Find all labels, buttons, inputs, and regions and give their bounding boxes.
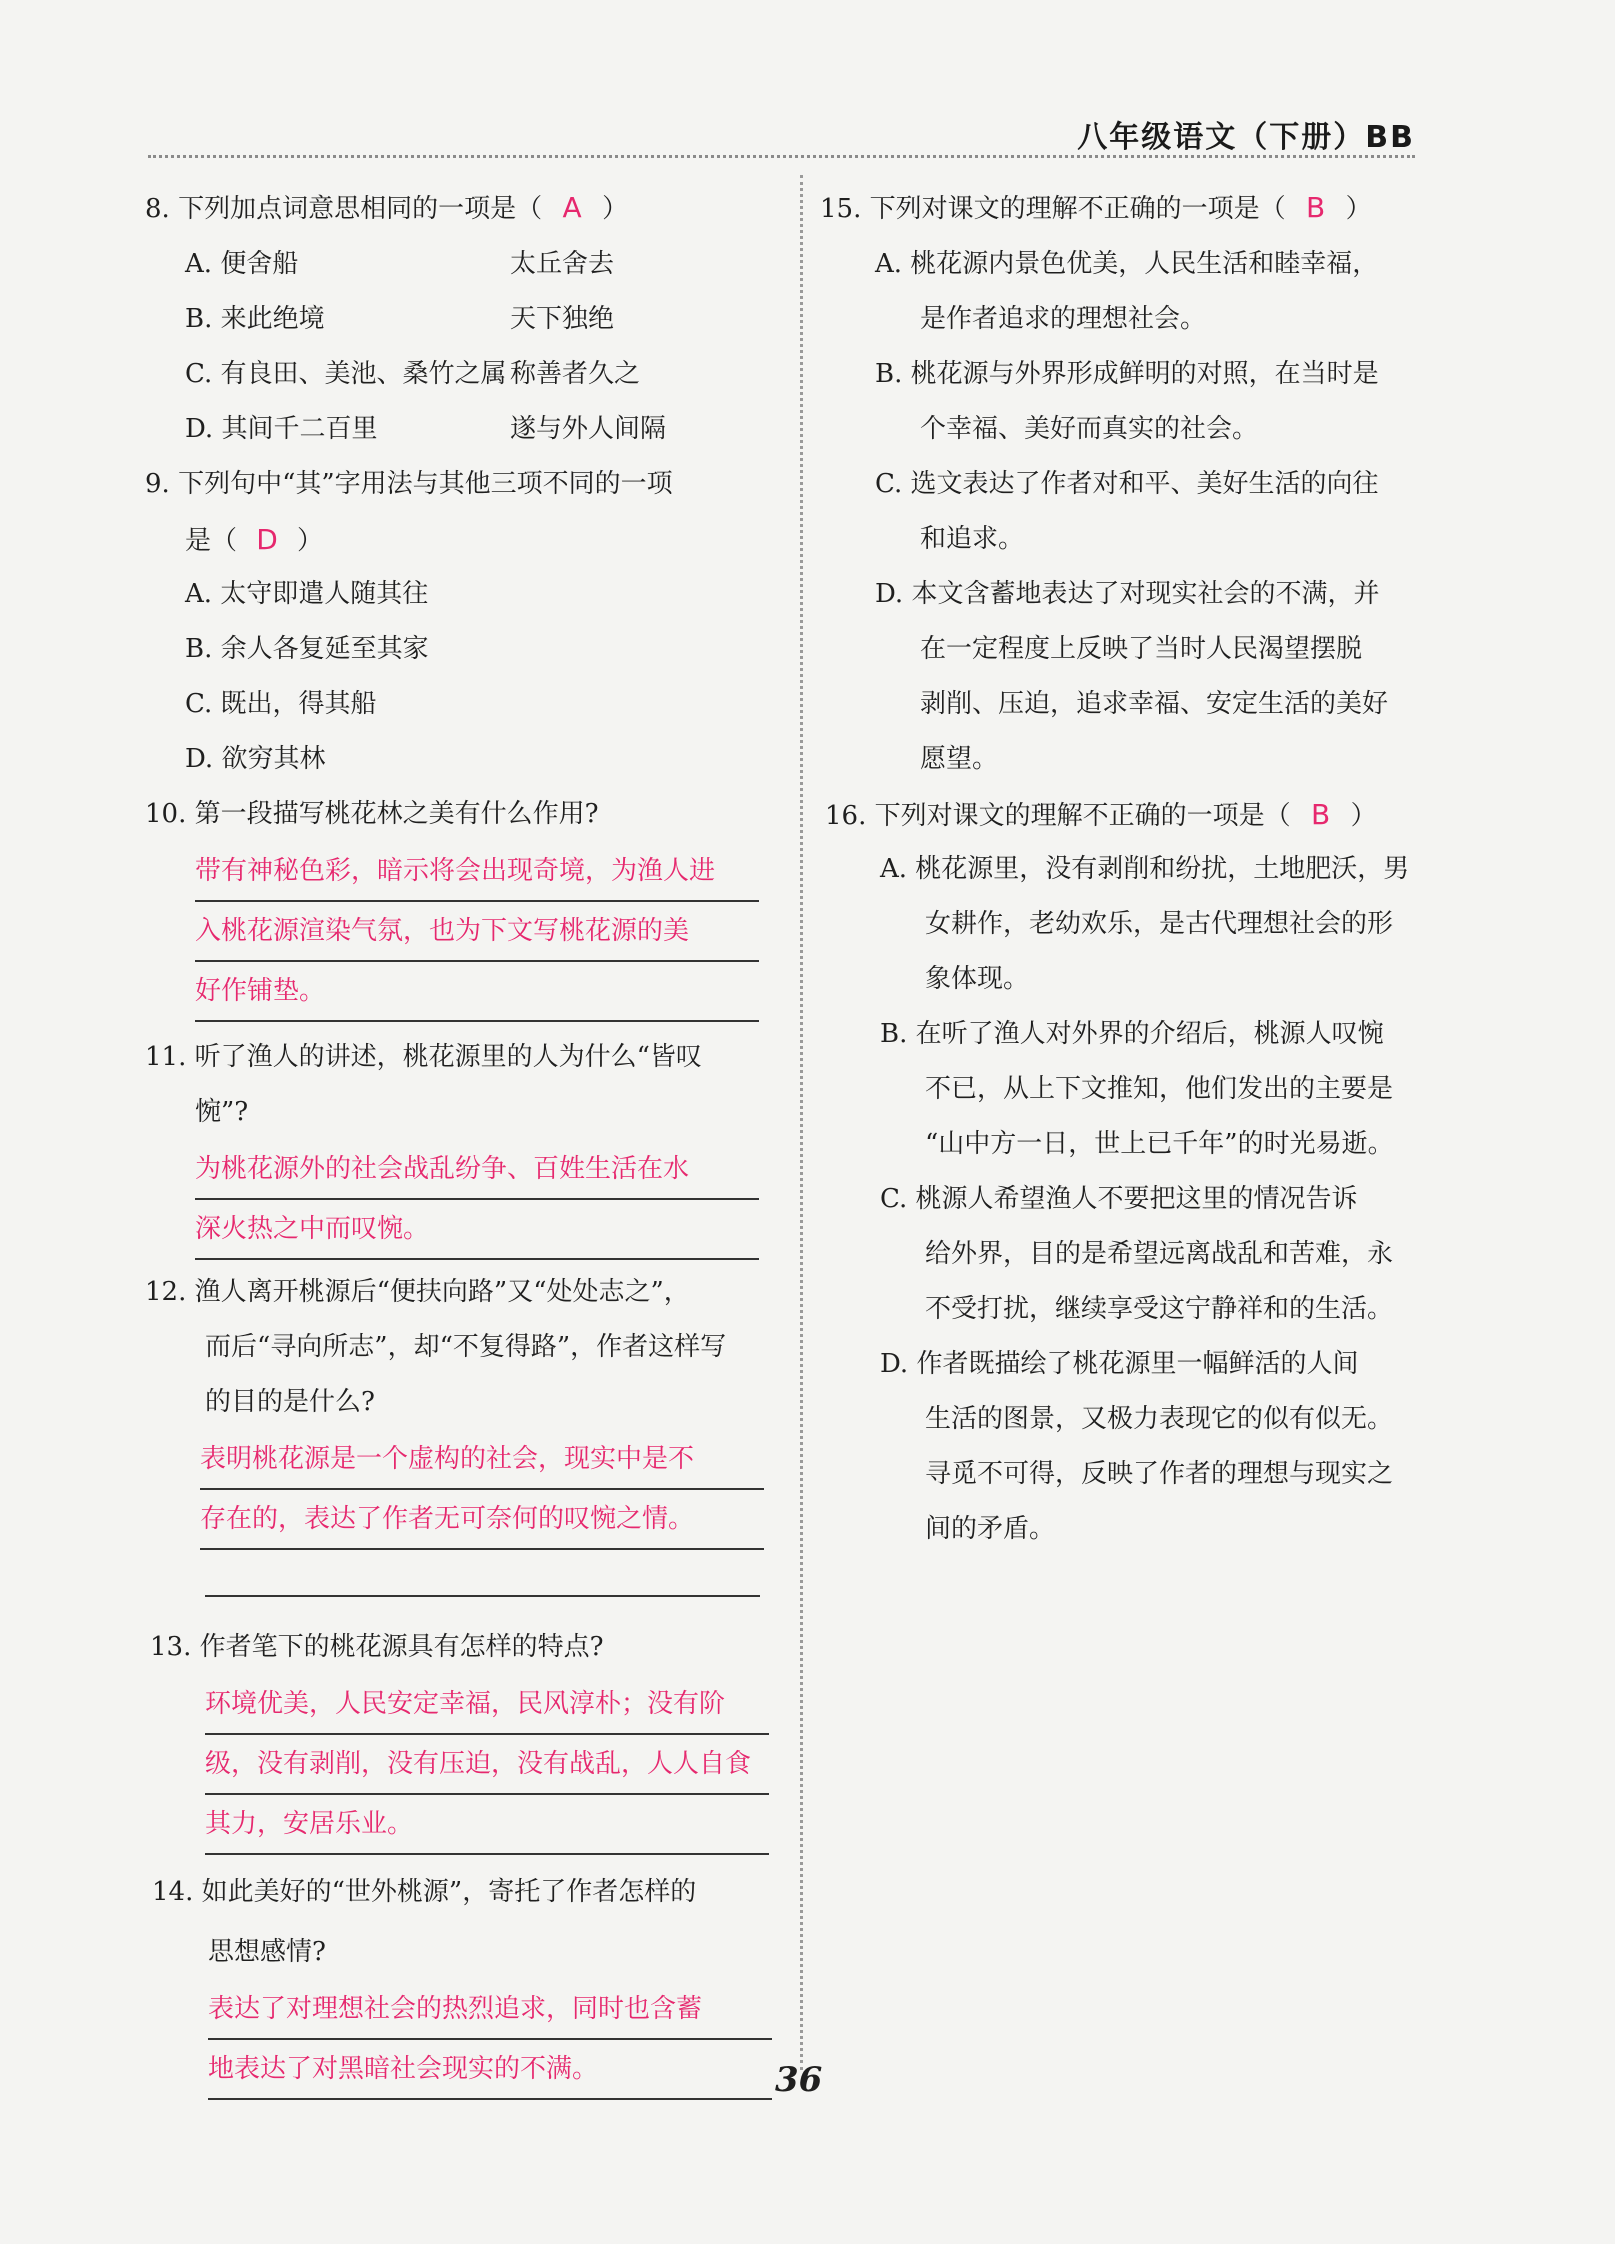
option-line: A. 桃花源里，没有剥削和纷扰，土地肥沃，男: [880, 854, 1410, 884]
answer-mark: B: [1311, 798, 1331, 831]
option-line: 女耕作，老幼欢乐，是古代理想社会的形: [925, 909, 1394, 939]
blank-answer-line: [205, 1595, 760, 1597]
close-paren: ）: [602, 194, 629, 224]
option-row: [185, 292, 615, 347]
question-text: 15. 下列对课文的理解不正确的一项是（: [820, 194, 1286, 224]
option-line: 给外界，目的是希望远离战乱和苦难，永: [925, 1239, 1394, 1269]
option-row: A. 太守即遣人随其往: [185, 579, 429, 609]
option-line: “山中方一日，世上已千年”的时光易逝。: [925, 1129, 1394, 1159]
column-divider: [800, 175, 803, 2070]
page-number: 36: [775, 2060, 823, 2100]
option-label: B.: [185, 304, 213, 334]
close-paren: ）: [1345, 194, 1372, 224]
answer-mark: B: [1306, 191, 1326, 224]
question-12-stem: 12. 渔人离开桃源后“便扶向路”又“处处志之”，: [145, 1277, 690, 1307]
option-line: 个幸福、美好而真实的社会。: [920, 414, 1259, 444]
option-d: [875, 567, 1388, 787]
option-phrase-compare: 称善者久之: [510, 359, 641, 389]
question-text: 8. 下列加点词意思相同的一项是（: [145, 194, 543, 224]
option-line: 是作者追求的理想社会。: [920, 304, 1207, 334]
option-phrase-compare: 遂与外人间隔: [510, 414, 667, 444]
option-phrase: 来此绝境: [220, 304, 325, 334]
option-line: 不已，从上下文推知，他们发出的主要是: [925, 1074, 1394, 1104]
answer-line: 表明桃花源是一个虚构的社会，现实中是不: [200, 1430, 764, 1490]
question-16-stem: [825, 787, 1377, 844]
option-line: 愿望。: [920, 744, 999, 774]
question-13-stem: 13. 作者笔下的桃花源具有怎样的特点?: [150, 1632, 604, 1662]
question-14-stem: 14. 如此美好的“世外桃源”，寄托了作者怎样的: [152, 1877, 697, 1907]
option-line: 象体现。: [925, 964, 1030, 994]
question-10-stem: 10. 第一段描写桃花林之美有什么作用?: [145, 799, 599, 829]
option-line: D. 作者既描绘了桃花源里一幅鲜活的人间: [880, 1349, 1359, 1379]
option-row: C. 既出，得其船: [185, 689, 377, 719]
answer-line: 其力，安居乐业。: [205, 1795, 769, 1855]
close-paren: ）: [297, 526, 324, 556]
option-line: 和追求。: [920, 524, 1025, 554]
answer-line: 存在的，表达了作者无可奈何的叹惋之情。: [200, 1490, 764, 1550]
option-label: D.: [185, 414, 214, 444]
answer-line: 地表达了对黑暗社会现实的不满。: [208, 2040, 772, 2100]
question-11-stem: 11. 听了渔人的讲述，桃花源里的人为什么“皆叹: [145, 1042, 702, 1072]
header-divider: [148, 155, 1415, 158]
option-label: A.: [185, 249, 213, 279]
question-text: 是（: [185, 526, 238, 556]
option-line: C. 选文表达了作者对和平、美好生活的向往: [875, 469, 1379, 499]
option-row: B. 余人各复延至其家: [185, 634, 429, 664]
option-line: 在一定程度上反映了当时人民渴望摆脱: [920, 634, 1363, 664]
option-line: 寻觅不可得，反映了作者的理想与现实之: [925, 1459, 1394, 1489]
question-text: 16. 下列对课文的理解不正确的一项是（: [825, 801, 1291, 831]
question-9-stem: 9. 下列句中“其”字用法与其他三项不同的一项: [145, 469, 673, 499]
answer-line: 表达了对理想社会的热烈追求，同时也含蓄: [208, 1980, 772, 2040]
option-row: [185, 402, 667, 457]
option-line: 间的矛盾。: [925, 1514, 1056, 1544]
option-line: 剥削、压迫，追求幸福、安定生活的美好: [920, 689, 1389, 719]
close-paren: ）: [1350, 801, 1377, 831]
answer-line: 深火热之中而叹惋。: [195, 1200, 759, 1260]
answer-line: 带有神秘色彩，暗示将会出现奇境，为渔人进: [195, 842, 759, 902]
question-9-stem-cont: [185, 512, 323, 569]
answer-line: 环境优美，人民安定幸福，民风淳朴；没有阶: [205, 1675, 769, 1735]
question-15-stem: [820, 180, 1372, 237]
option-d: [880, 1337, 1393, 1557]
option-line: 不受打扰，继续享受这宁静祥和的生活。: [925, 1294, 1394, 1324]
question-14-stem-cont: 思想感情?: [208, 1937, 326, 1967]
option-label: C.: [185, 359, 213, 389]
question-12-stem-cont: 而后“寻向所志”，却“不复得路”，作者这样写: [205, 1332, 727, 1362]
page-title: 八年级语文（下册）BB: [1077, 120, 1415, 155]
option-c: [880, 1172, 1393, 1337]
answer-line: 级，没有剥削，没有压迫，没有战乱，人人自食: [205, 1735, 769, 1795]
option-row: [185, 237, 615, 292]
answer-mark: D: [256, 523, 278, 556]
option-b: [880, 1007, 1394, 1172]
option-a: [875, 237, 1378, 347]
option-line: B. 在听了渔人对外界的介绍后，桃源人叹惋: [880, 1019, 1384, 1049]
option-phrase: 有良田、美池、桑竹之属: [220, 359, 507, 389]
option-b: [875, 347, 1379, 457]
option-line: 生活的图景，又极力表现它的似有似无。: [925, 1404, 1394, 1434]
option-phrase-compare: 天下独绝: [510, 304, 615, 334]
option-phrase-compare: 太丘舍去: [510, 249, 615, 279]
option-row: [185, 347, 641, 402]
option-line: A. 桃花源内景色优美，人民生活和睦幸福，: [875, 249, 1379, 279]
answer-line: 入桃花源渲染气氛，也为下文写桃花源的美: [195, 902, 759, 962]
question-11-stem-cont: 惋”?: [195, 1097, 249, 1127]
answer-line: 为桃花源外的社会战乱纷争、百姓生活在水: [195, 1140, 759, 1200]
option-phrase: 其间千二百里: [221, 414, 378, 444]
option-row: D. 欲穷其林: [185, 744, 326, 774]
answer-line: 好作铺垫。: [195, 962, 759, 1022]
option-line: C. 桃源人希望渔人不要把这里的情况告诉: [880, 1184, 1358, 1214]
question-8-stem: [145, 180, 628, 237]
option-a: [880, 842, 1409, 1007]
question-12-stem-cont: 的目的是什么?: [205, 1387, 375, 1417]
option-phrase: 便舍船: [220, 249, 299, 279]
answer-mark: A: [562, 191, 582, 224]
option-line: B. 桃花源与外界形成鲜明的对照，在当时是: [875, 359, 1379, 389]
option-c: [875, 457, 1379, 567]
option-line: D. 本文含蓄地表达了对现实社会的不满，并: [875, 579, 1380, 609]
